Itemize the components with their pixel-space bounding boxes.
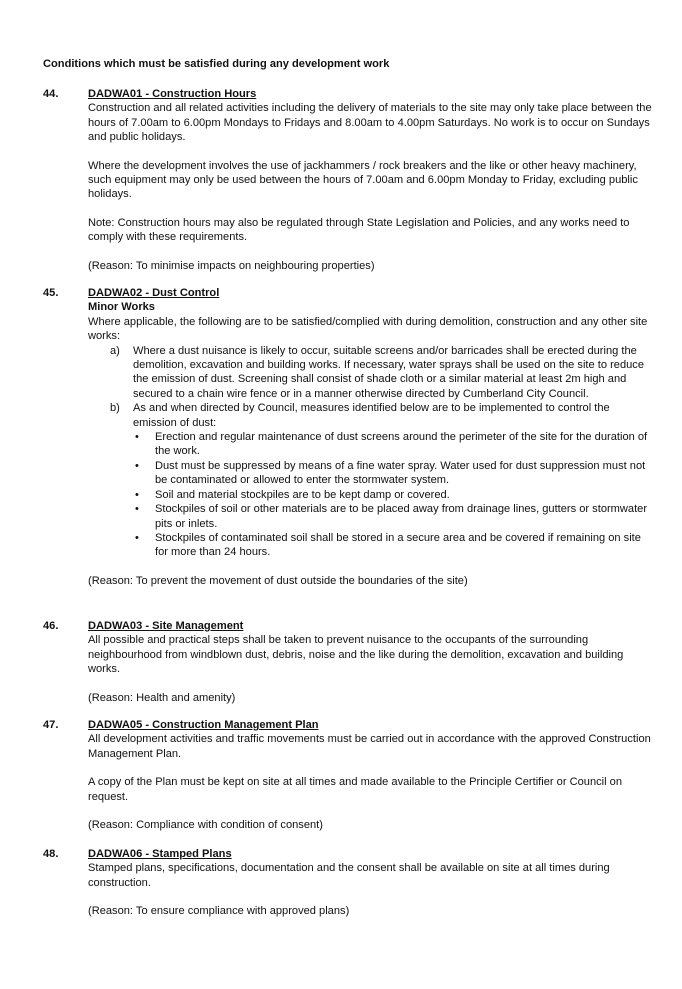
lettered-list <box>88 344 653 560</box>
paragraph: All possible and practical steps shall be taken to prevent nuisance to the occupants of the surrounding neighbourhood from windblown dust, debris, noise and the like during the demolition, excavation and building works. <box>88 634 624 676</box>
reason-text: (Reason: To ensure compliance with approved plans) <box>88 905 350 918</box>
paragraph: A copy of the Plan must be kept on site at all times and made available to the Principle Certifier or Council on request. <box>88 776 623 803</box>
paragraph: All development activities and traffic movements must be carried out in accordance with the approved Construction Management Plan. <box>88 733 651 760</box>
condition-title: DADWA02 - Dust Control <box>88 287 220 299</box>
list-marker: a) <box>110 344 120 357</box>
bullet-glyph: • <box>135 531 139 544</box>
condition-number: 46. <box>43 620 59 632</box>
list-item <box>88 344 653 402</box>
bullet-item <box>133 459 653 488</box>
list-item <box>88 401 653 559</box>
bullet-glyph: • <box>135 431 139 444</box>
section-heading: Conditions which must be satisfied during any development work <box>43 58 390 70</box>
condition-content <box>88 87 653 273</box>
reason-text: (Reason: Health and amenity) <box>88 691 236 704</box>
list-item-text: As and when directed by Council, measures identified below are to be implemented to control the emission of dust: <box>133 402 610 429</box>
bullet-item <box>133 488 653 502</box>
bullet-glyph: • <box>135 503 139 516</box>
paragraph: Construction and all related activities including the delivery of materials to the site may only take place between the hours of 7.00am to 6.00pm Mondays to Fridays and 8.00am to 4.00pm Saturdays. No work is to occur on Sundays and public holidays. <box>88 102 652 144</box>
condition-title: DADWA05 - Construction Management Plan <box>88 719 319 731</box>
note-paragraph: Note: Construction hours may also be regulated through State Legislation and Policies, and any works need to comply with these requirements. <box>88 216 630 244</box>
bullet-text: Stockpiles of contaminated soil shall be stored in a secure area and be covered if remaining on site for more than 24 hours. <box>155 531 641 559</box>
reason-text: (Reason: Compliance with condition of consent) <box>88 819 323 832</box>
condition-number: 44. <box>43 88 59 100</box>
condition-content <box>88 286 653 588</box>
condition-content <box>88 847 653 919</box>
bullet-text: Soil and material stockpiles are to be kept damp or covered. <box>155 488 450 501</box>
paragraph: Where the development involves the use of jackhammers / rock breakers and the like or other heavy machinery, such equipment may only be used between the hours of 7.00am and 6.00pm Monday to Friday, excluding public holidays. <box>88 159 638 201</box>
bullet-glyph: • <box>135 459 139 472</box>
condition-subtitle: Minor Works <box>88 301 155 314</box>
bullet-glyph: • <box>135 488 139 501</box>
bullet-item <box>133 531 653 560</box>
bullet-item <box>133 430 653 459</box>
condition-number: 48. <box>43 848 59 860</box>
condition-title: DADWA03 - Site Management <box>88 620 244 632</box>
bullet-item <box>133 502 653 531</box>
paragraph: Where applicable, the following are to be satisfied/complied with during demolition, construction and any other site works: <box>88 315 648 343</box>
paragraph: Stamped plans, specifications, documentation and the consent shall be available on site at all times during construction. <box>88 862 610 889</box>
reason-text: (Reason: To minimise impacts on neighbouring properties) <box>88 259 375 272</box>
condition-content <box>88 619 653 705</box>
condition-content <box>88 718 653 832</box>
bullet-list <box>133 430 653 560</box>
condition-number: 47. <box>43 719 59 731</box>
bullet-text: Stockpiles of soil or other materials are to be placed away from drainage lines, gutters or stormwater pits or inlets. <box>155 503 648 530</box>
list-marker: b) <box>110 402 120 415</box>
list-item-text: Where a dust nuisance is likely to occur, suitable screens and/or barricades shall be erected during the demolition, excavation and building works. If necessary, water sprays shall be used on the site to reduce the emission of dust. Screening shall consist of shade cloth or a similar material at least 2m high and secured to a chain wire fence or in a manner otherwise directed by Cumberland City Council. <box>133 344 644 400</box>
bullet-text: Erection and regular maintenance of dust screens around the perimeter of the site for the duration of the work. <box>155 431 648 458</box>
reason-text: (Reason: To prevent the movement of dust outside the boundaries of the site) <box>88 574 468 587</box>
condition-title: DADWA06 - Stamped Plans <box>88 848 232 860</box>
condition-title: DADWA01 - Construction Hours <box>88 88 257 100</box>
condition-number: 45. <box>43 287 59 299</box>
bullet-text: Dust must be suppressed by means of a fine water spray. Water used for dust suppression must not be contaminated or allowed to enter the stormwater system. <box>155 459 646 487</box>
